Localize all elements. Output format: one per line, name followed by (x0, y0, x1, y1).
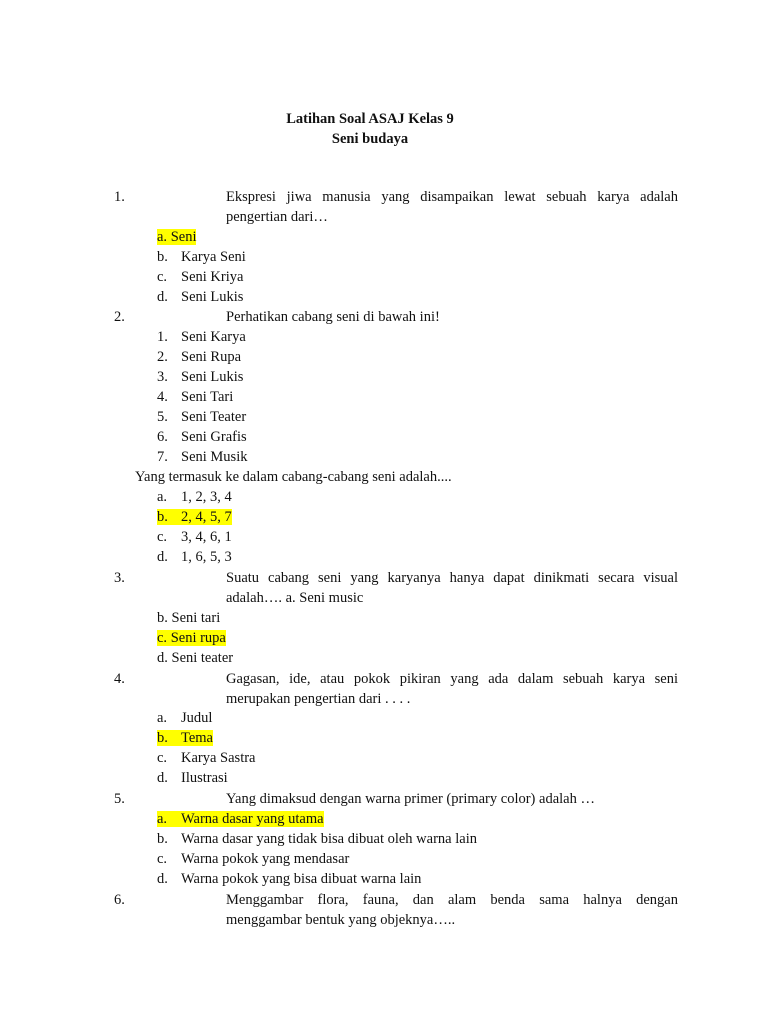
list-text: Seni Tari (181, 389, 234, 405)
list-text: Seni Grafis (181, 429, 247, 445)
list-text: Seni Musik (181, 449, 248, 465)
answer-option (157, 527, 232, 547)
option-mark: d. (157, 871, 168, 887)
option-mark: a. (157, 489, 168, 505)
list-item (157, 387, 233, 407)
answer-option (157, 829, 477, 849)
option-mark: d. (157, 770, 168, 786)
answer-option (157, 247, 246, 267)
option-text: Warna pokok yang mendasar (181, 851, 350, 867)
option-text: Seni teater (171, 650, 234, 666)
question-text (226, 568, 678, 608)
list-mark: 7. (157, 449, 168, 465)
answer-option (157, 628, 226, 648)
question-prompt: Yang termasuk ke dalam cabang-cabang seni adalah.... (135, 469, 452, 485)
question-number: 1. (114, 189, 125, 205)
question-text (226, 669, 678, 709)
question-line: merupakan pengertian dari . . . . (226, 691, 411, 707)
answer-option (157, 708, 212, 728)
list-mark: 4. (157, 389, 168, 405)
option-text: Karya Seni (181, 249, 246, 265)
option-mark: c. (157, 630, 168, 646)
option-text: Seni Kriya (181, 269, 244, 285)
answer-option (157, 869, 421, 889)
document-title: Latihan Soal ASAJ Kelas 9 (286, 111, 454, 127)
option-mark: c. (157, 750, 168, 766)
option-text: Warna pokok yang bisa dibuat warna lain (181, 871, 422, 887)
list-item (157, 347, 241, 367)
list-item (157, 327, 246, 347)
answer-option (157, 227, 196, 247)
question-number: 3. (114, 570, 125, 586)
question-text: Perhatikan cabang seni di bawah ini! (226, 309, 440, 325)
option-text: Seni rupa (170, 630, 226, 646)
option-mark: c. (157, 269, 168, 285)
highlighted-answer (157, 509, 232, 525)
question-line: Menggambar flora, fauna, dan alam benda sama halnya dengan (226, 892, 678, 908)
option-mark: b. (157, 730, 168, 746)
answer-option (157, 809, 324, 829)
option-text: Warna dasar yang tidak bisa dibuat oleh warna lain (181, 831, 477, 847)
question-number: 2. (114, 309, 125, 325)
list-mark: 2. (157, 349, 168, 365)
option-mark: c. (157, 529, 168, 545)
option-mark: a. (157, 229, 168, 245)
answer-option (157, 608, 220, 628)
option-mark: b. (157, 509, 168, 525)
option-text: 3, 4, 6, 1 (181, 529, 232, 545)
list-item (157, 407, 246, 427)
question-number: 5. (114, 791, 125, 807)
highlighted-answer (157, 811, 324, 827)
question-number: 6. (114, 892, 125, 908)
answer-option (157, 748, 255, 768)
option-text: Ilustrasi (181, 770, 228, 786)
option-text: Warna dasar yang utama (181, 811, 324, 827)
option-mark: d. (157, 289, 168, 305)
list-text: Seni Teater (181, 409, 247, 425)
option-mark: b. (157, 831, 168, 847)
list-mark: 6. (157, 429, 168, 445)
list-mark: 5. (157, 409, 168, 425)
answer-option (157, 287, 243, 307)
answer-option (157, 507, 232, 527)
highlighted-answer (157, 730, 213, 746)
option-mark: c. (157, 851, 168, 867)
option-mark: b. (157, 249, 168, 265)
answer-option (157, 728, 213, 748)
option-text: Seni tari (171, 610, 221, 626)
option-text: 1, 2, 3, 4 (181, 489, 232, 505)
answer-option (157, 547, 232, 567)
list-text: Seni Karya (181, 329, 246, 345)
question-text (226, 890, 678, 930)
question-line: pengertian dari… (226, 209, 328, 225)
option-text: Tema (181, 730, 213, 746)
answer-option (157, 487, 232, 507)
list-item (157, 447, 247, 467)
list-text: Seni Rupa (181, 349, 242, 365)
answer-option (157, 648, 233, 668)
question-line: adalah…. a. Seni music (226, 590, 364, 606)
option-mark: d. (157, 650, 168, 666)
list-item (157, 427, 247, 447)
question-number: 4. (114, 671, 125, 687)
list-mark: 3. (157, 369, 168, 385)
option-text: Seni (170, 229, 197, 245)
highlighted-answer (157, 630, 226, 646)
answer-option (157, 768, 228, 788)
option-text: Judul (181, 710, 213, 726)
document-subtitle: Seni budaya (331, 131, 409, 147)
question-line: Gagasan, ide, atau pokok pikiran yang ada dalam sebuah karya seni (226, 671, 678, 687)
option-mark: d. (157, 549, 168, 565)
question-text: Yang dimaksud dengan warna primer (primary color) adalah … (226, 791, 595, 807)
list-text: Seni Lukis (181, 369, 244, 385)
option-text: Karya Sastra (181, 750, 256, 766)
answer-option (157, 849, 349, 869)
highlighted-answer (157, 229, 196, 245)
option-text: Seni Lukis (181, 289, 244, 305)
answer-option (157, 267, 243, 287)
list-item (157, 367, 243, 387)
option-mark: b. (157, 610, 168, 626)
option-mark: a. (157, 811, 168, 827)
question-text (226, 187, 678, 227)
option-text: 2, 4, 5, 7 (181, 509, 232, 525)
question-line: Suatu cabang seni yang karyanya hanya dapat dinikmati secara visual (226, 570, 678, 586)
option-mark: a. (157, 710, 168, 726)
question-line: menggambar bentuk yang objeknya….. (226, 912, 456, 928)
list-mark: 1. (157, 329, 168, 345)
option-text: 1, 6, 5, 3 (181, 549, 232, 565)
question-line: Ekspresi jiwa manusia yang disampaikan lewat sebuah karya adalah (226, 189, 678, 205)
